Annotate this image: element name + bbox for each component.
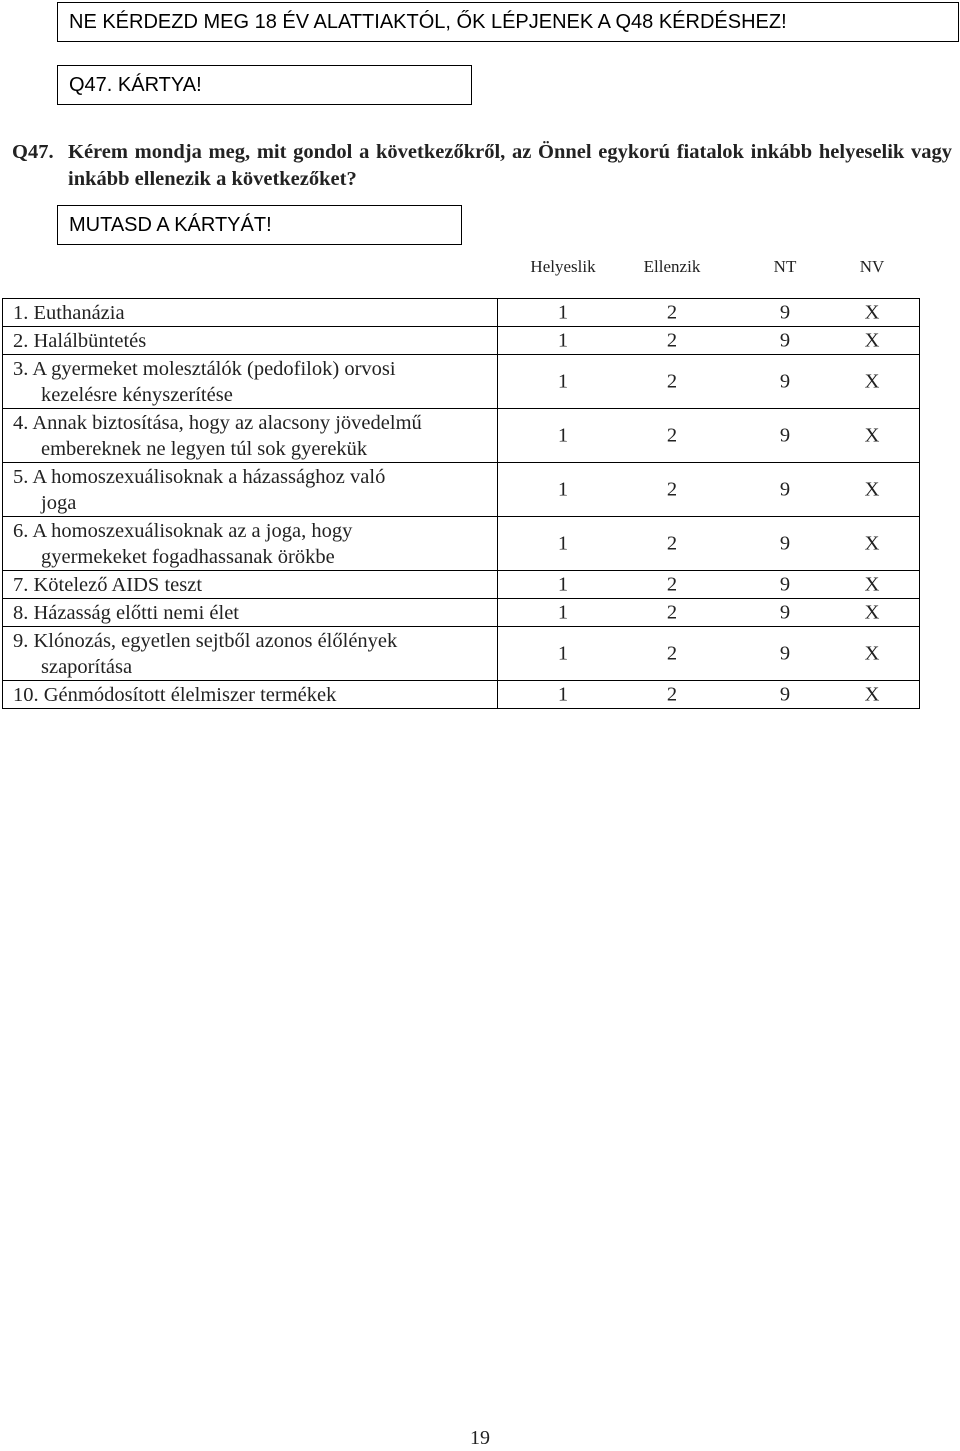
code-0[interactable]: 1 <box>557 301 569 323</box>
question-text: Kérem mondja meg, mit gondol a következőkről, az Önnel egykorú fiatalok inkább helyeselik vagy inkább ellenezik a következőket? <box>68 141 952 190</box>
code-1[interactable]: 2 <box>666 301 678 323</box>
table-row <box>3 599 920 627</box>
code-1[interactable]: 2 <box>666 370 678 392</box>
instruction-box <box>57 2 959 42</box>
header-nv: NV <box>859 257 885 276</box>
item-label-line: 3. A gyermeket molesztálók (pedofilok) orvosi <box>13 357 396 380</box>
code-3[interactable]: X <box>864 424 880 446</box>
code-1[interactable]: 2 <box>666 573 678 595</box>
item-label <box>3 517 498 571</box>
item-label <box>3 627 498 681</box>
code-0[interactable]: 1 <box>557 642 569 664</box>
item-codes <box>498 681 920 709</box>
item-codes <box>498 599 920 627</box>
code-2[interactable]: 9 <box>779 683 791 705</box>
code-1[interactable]: 2 <box>666 601 678 623</box>
page-number: 19 <box>470 1427 490 1449</box>
code-2[interactable]: 9 <box>779 478 791 500</box>
code-2[interactable]: 9 <box>779 642 791 664</box>
show-card-text: MUTASD A KÁRTYÁT! <box>69 213 272 236</box>
code-1[interactable]: 2 <box>666 683 678 705</box>
response-table <box>2 298 920 709</box>
table-row <box>3 463 920 517</box>
item-codes <box>498 627 920 681</box>
card-label-text: Q47. KÁRTYA! <box>69 73 202 96</box>
item-codes <box>498 327 920 355</box>
header-nt: NT <box>773 257 797 276</box>
item-label-line: 1. Euthanázia <box>13 301 125 324</box>
code-3[interactable]: X <box>864 683 880 705</box>
code-3[interactable]: X <box>864 573 880 595</box>
item-codes <box>498 409 920 463</box>
code-3[interactable]: X <box>864 329 880 351</box>
code-3[interactable]: X <box>864 301 880 323</box>
item-label-line: joga <box>41 491 77 514</box>
code-2[interactable]: 9 <box>779 532 791 554</box>
item-label-line: 4. Annak biztosítása, hogy az alacsony jövedelmű <box>13 411 422 434</box>
code-1[interactable]: 2 <box>666 642 678 664</box>
table-row <box>3 327 920 355</box>
header-ellenzik: Ellenzik <box>643 257 701 276</box>
code-0[interactable]: 1 <box>557 478 569 500</box>
code-0[interactable]: 1 <box>557 683 569 705</box>
table-row <box>3 627 920 681</box>
item-label <box>3 599 498 627</box>
table-row <box>3 517 920 571</box>
header-helyeslik: Helyeslik <box>530 257 596 276</box>
code-3[interactable]: X <box>864 370 880 392</box>
instruction-text: NE KÉRDEZD MEG 18 ÉV ALATTIAKTÓL, ŐK LÉPJENEK A Q48 KÉRDÉSHEZ! <box>69 10 787 33</box>
code-2[interactable]: 9 <box>779 301 791 323</box>
item-codes <box>498 571 920 599</box>
code-2[interactable]: 9 <box>779 424 791 446</box>
item-codes <box>498 299 920 327</box>
code-0[interactable]: 1 <box>557 329 569 351</box>
column-headers <box>498 257 919 283</box>
code-0[interactable]: 1 <box>557 573 569 595</box>
item-label <box>3 355 498 409</box>
code-2[interactable]: 9 <box>779 329 791 351</box>
item-label-line: 9. Klónozás, egyetlen sejtből azonos élőlények <box>13 629 398 652</box>
code-0[interactable]: 1 <box>557 601 569 623</box>
code-3[interactable]: X <box>864 478 880 500</box>
item-label <box>3 299 498 327</box>
item-label-line: 5. A homoszexuálisoknak a házassághoz való <box>13 465 386 488</box>
item-codes <box>498 463 920 517</box>
item-label-line: szaporítása <box>41 655 133 678</box>
code-1[interactable]: 2 <box>666 329 678 351</box>
item-label <box>3 463 498 517</box>
item-label-line: 10. Génmódosított élelmiszer termékek <box>13 683 337 706</box>
item-codes <box>498 517 920 571</box>
code-0[interactable]: 1 <box>557 424 569 446</box>
item-label <box>3 681 498 709</box>
question-number: Q47. <box>12 141 54 163</box>
show-card-box <box>57 205 462 245</box>
code-1[interactable]: 2 <box>666 478 678 500</box>
code-3[interactable]: X <box>864 642 880 664</box>
code-1[interactable]: 2 <box>666 424 678 446</box>
item-label-line: 6. A homoszexuálisoknak az a joga, hogy <box>13 519 353 542</box>
item-label-line: gyermekeket fogadhassanak örökbe <box>41 545 335 568</box>
code-0[interactable]: 1 <box>557 370 569 392</box>
code-3[interactable]: X <box>864 601 880 623</box>
code-2[interactable]: 9 <box>779 370 791 392</box>
code-2[interactable]: 9 <box>779 601 791 623</box>
item-label <box>3 571 498 599</box>
item-label-line: 8. Házasság előtti nemi élet <box>13 601 239 624</box>
code-0[interactable]: 1 <box>557 532 569 554</box>
code-2[interactable]: 9 <box>779 573 791 595</box>
item-label-line: kezelésre kényszerítése <box>41 383 233 406</box>
item-label-line: embereknek ne legyen túl sok gyerekük <box>41 437 368 460</box>
table-row <box>3 299 920 327</box>
code-1[interactable]: 2 <box>666 532 678 554</box>
table-row <box>3 571 920 599</box>
item-label <box>3 409 498 463</box>
item-label-line: 7. Kötelező AIDS teszt <box>13 573 203 596</box>
table-row <box>3 681 920 709</box>
code-3[interactable]: X <box>864 532 880 554</box>
item-label <box>3 327 498 355</box>
item-codes <box>498 355 920 409</box>
table-row <box>3 409 920 463</box>
table-row <box>3 355 920 409</box>
item-label-line: 2. Halálbüntetés <box>13 329 147 352</box>
card-label-box <box>57 65 472 105</box>
